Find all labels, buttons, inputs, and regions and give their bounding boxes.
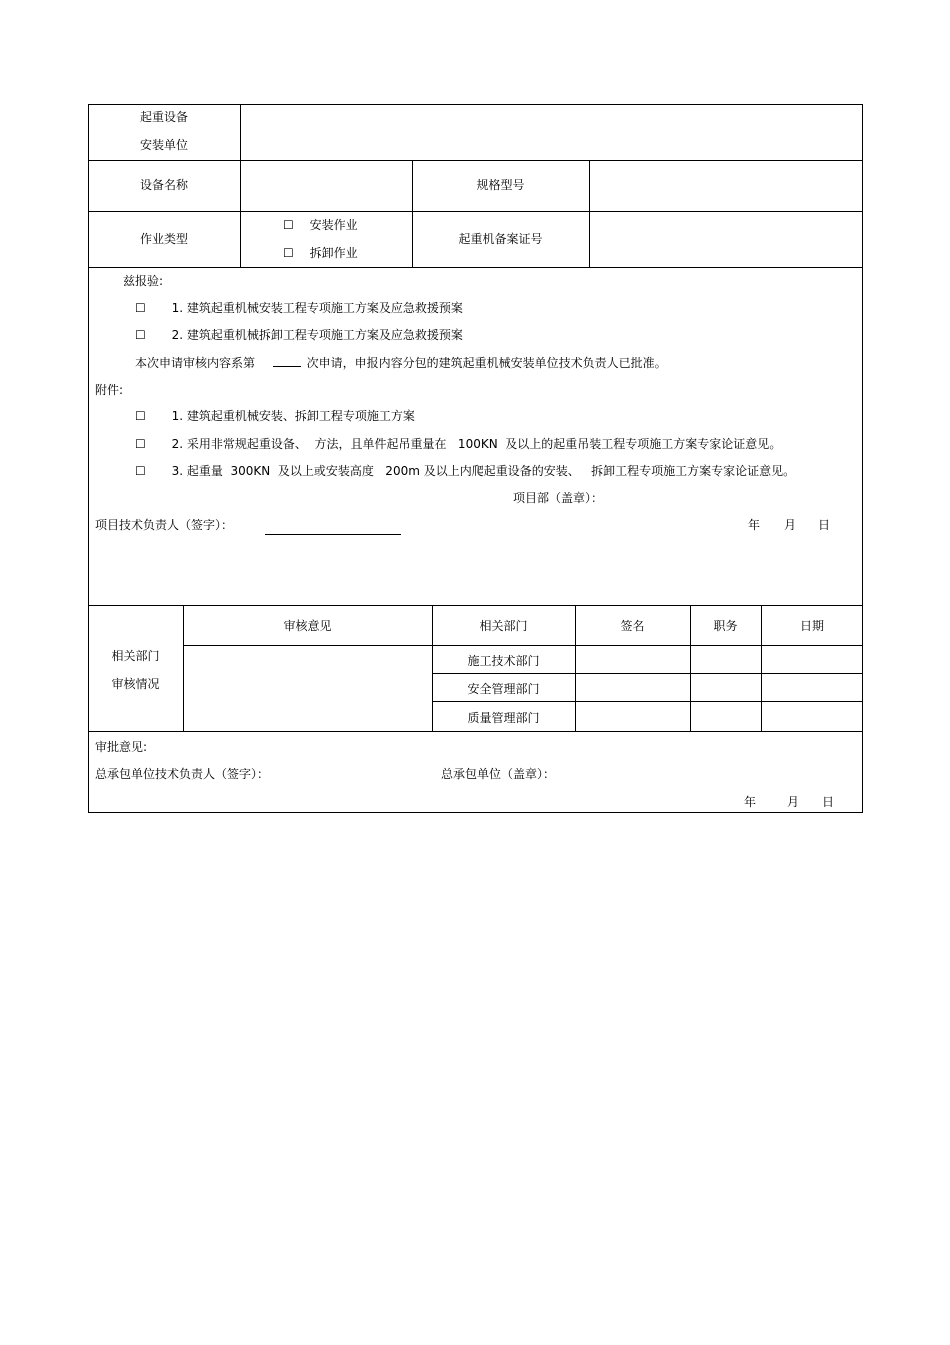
- model-field[interactable]: [590, 161, 861, 210]
- option-install-label: 安装作业: [309, 218, 358, 232]
- report-item-text: 2. 建筑起重机械拆卸工程专项施工方案及应急救援预案: [171, 328, 463, 342]
- col-divider: [412, 160, 413, 267]
- attachment-text: 3. 起重量 300KN 及以上或安装高度 200m 及以上内爬起重设备的安装、 拆卸工程专项施工方案专家论证意见。: [171, 464, 796, 478]
- checkbox-icon[interactable]: ☐: [135, 301, 146, 315]
- review-label-line2: 审核情况: [111, 677, 160, 691]
- review-opinion-field[interactable]: [184, 646, 431, 730]
- apply-count-field[interactable]: [273, 366, 301, 367]
- date-day: 日: [818, 518, 831, 532]
- dept-quality: 质量管理部门: [467, 711, 540, 725]
- device-name-field[interactable]: [241, 161, 411, 210]
- gc-seal: 总承包单位（盖章）：: [441, 767, 556, 781]
- date-month: 月: [784, 518, 797, 532]
- option-dismantle[interactable]: [283, 246, 358, 260]
- report-item-text: 1. 建筑起重机械安装工程专项施工方案及应急救援预案: [171, 301, 463, 315]
- review-label-line1: 相关部门: [111, 649, 160, 663]
- installer-label-line2: 安装单位: [139, 138, 188, 152]
- checkbox-icon[interactable]: ☐: [135, 437, 146, 451]
- approval-date-month: 月: [787, 795, 800, 809]
- project-dept-seal: 项目部（盖章）：: [513, 491, 604, 505]
- attachment-text: 1. 建筑起重机械安装、拆卸工程专项施工方案: [171, 409, 415, 423]
- checkbox-icon[interactable]: ☐: [283, 246, 294, 260]
- work-type-label: 作业类型: [139, 232, 188, 246]
- apply-prefix: 本次申请审核内容系第: [135, 356, 256, 370]
- attachment-label: 附件:: [95, 383, 124, 397]
- row-divider: [88, 267, 863, 268]
- report-intro: 兹报验:: [123, 274, 164, 288]
- apply-suffix: 次申请，申报内容分包的建筑起重机械安装单位技术负责人已批准。: [306, 356, 667, 370]
- col-header-date: 日期: [799, 619, 824, 633]
- approval-label: 审批意见:: [95, 740, 148, 754]
- gc-tech-lead-sign: 总承包单位技术负责人（签字）：: [95, 767, 270, 781]
- row-divider: [88, 731, 863, 732]
- tech-lead-sign-line[interactable]: [265, 534, 401, 535]
- apply-line: [135, 356, 667, 370]
- option-install[interactable]: [283, 218, 358, 232]
- checkbox-icon[interactable]: ☐: [135, 464, 146, 478]
- checkbox-icon[interactable]: ☐: [135, 328, 146, 342]
- attachment-text: 2. 采用非常规起重设备、 方法，且单件起吊重量在 100KN 及以上的起重吊装工程专项施工方案专家论证意见。: [171, 437, 782, 451]
- attachment-item: [135, 409, 415, 423]
- dept-safety: 安全管理部门: [467, 682, 540, 696]
- installer-field[interactable]: [241, 105, 861, 159]
- option-dismantle-label: 拆卸作业: [309, 246, 358, 260]
- attachment-item: [135, 464, 795, 478]
- tech-lead-sign-label: 项目技术负责人（签字）：: [95, 518, 234, 532]
- col-header-position: 职务: [713, 619, 738, 633]
- approval-date-year: 年: [744, 795, 757, 809]
- device-name-label: 设备名称: [139, 178, 188, 192]
- col-header-dept: 相关部门: [479, 619, 528, 633]
- row-divider: [88, 605, 863, 606]
- row-divider: [432, 701, 863, 702]
- row-divider: [432, 673, 863, 674]
- dept-construction-tech: 施工技术部门: [467, 654, 540, 668]
- report-item: [135, 328, 463, 342]
- checkbox-icon[interactable]: ☐: [283, 218, 294, 232]
- approval-date-day: 日: [822, 795, 835, 809]
- col-header-sign: 签名: [620, 619, 645, 633]
- col-header-opinion: 审核意见: [283, 619, 332, 633]
- report-item: [135, 301, 463, 315]
- installer-label-line1: 起重设备: [139, 110, 188, 124]
- checkbox-icon[interactable]: ☐: [135, 409, 146, 423]
- attachment-item: [135, 437, 781, 451]
- record-no-field[interactable]: [590, 212, 861, 266]
- date-year: 年: [748, 518, 761, 532]
- record-no-label: 起重机备案证号: [458, 232, 543, 246]
- model-label: 规格型号: [476, 178, 525, 192]
